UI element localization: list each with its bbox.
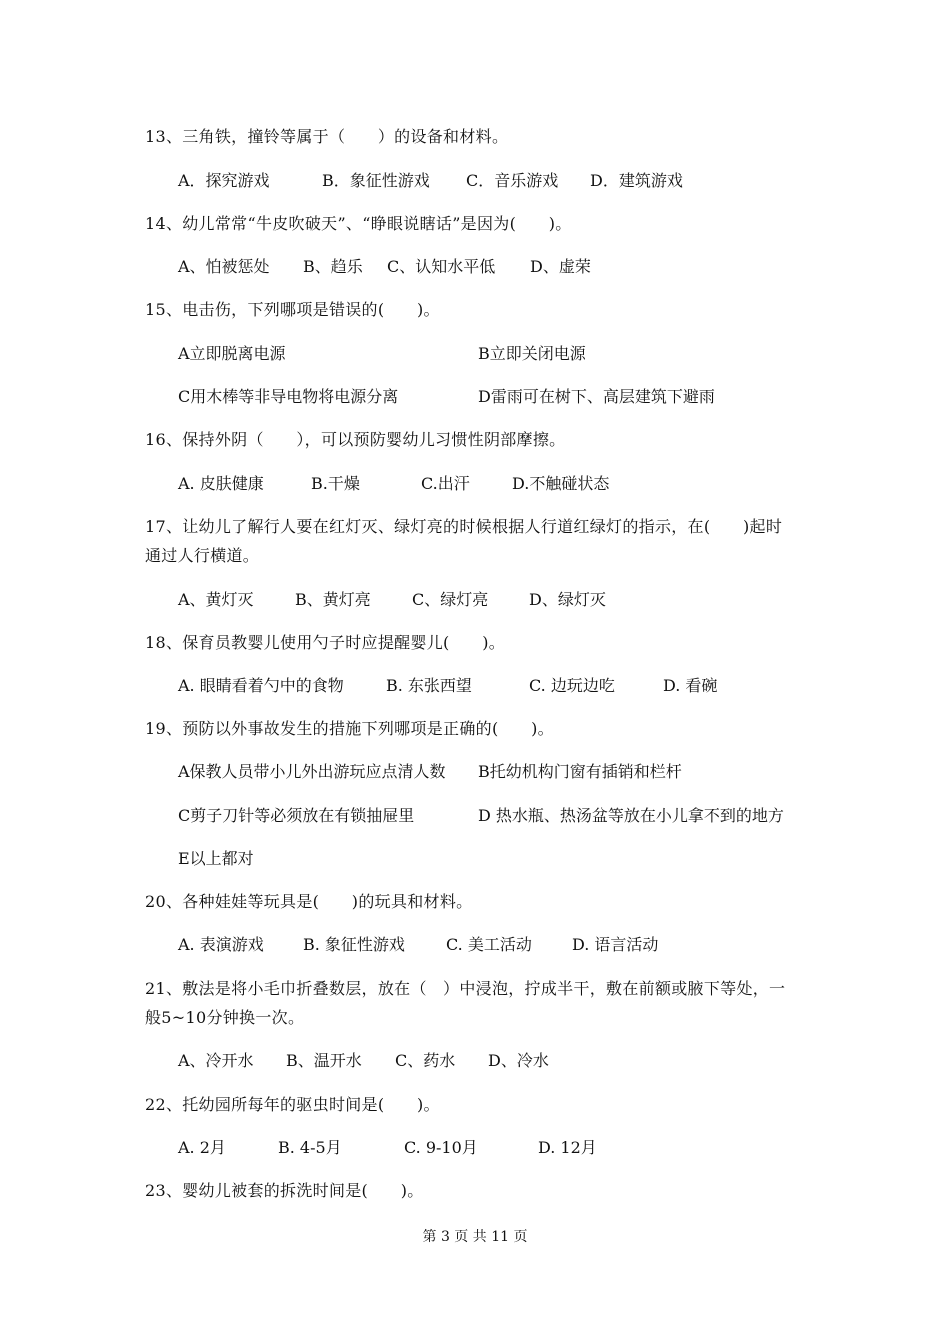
question-19-stem: 19、预防以外事故发生的措施下列哪项是正确的( )。 <box>145 719 554 738</box>
question-20-option-b: B. 象征性游戏 <box>303 935 405 954</box>
question-20-stem: 20、各种娃娃等玩具是( )的玩具和材料。 <box>145 892 473 911</box>
question-22-stem: 22、托幼园所每年的驱虫时间是( )。 <box>145 1095 440 1114</box>
question-15-option-a: A立即脱离电源 <box>178 344 286 363</box>
question-15-stem: 15、电击伤，下列哪项是错误的( )。 <box>145 300 440 319</box>
question-21-stem-continued: 般5~10分钟换一次。 <box>145 1008 305 1027</box>
question-17-option-a: A、黄灯灭 <box>178 590 254 609</box>
question-21-option-a: A、冷开水 <box>178 1051 254 1070</box>
question-14-option-b: B、趋乐 <box>303 257 363 276</box>
question-17-option-d: D、绿灯灭 <box>529 590 606 609</box>
question-17-option-c: C、绿灯亮 <box>412 590 489 609</box>
question-14-option-a: A、怕被惩处 <box>178 257 270 276</box>
question-16-option-b: B.干燥 <box>311 474 360 493</box>
question-22-option-b: B. 4-5月 <box>278 1138 342 1157</box>
question-20-option-c: C. 美工活动 <box>446 935 532 954</box>
question-18-option-a: A. 眼睛看着勺中的食物 <box>178 676 344 695</box>
question-14-stem: 14、幼儿常常“牛皮吹破天”、“睁眼说瞎话”是因为( )。 <box>145 214 572 233</box>
question-18-option-d: D. 看碗 <box>663 676 718 695</box>
question-19-option-b: B托幼机构门窗有插销和栏杆 <box>478 762 682 781</box>
question-18-option-b: B. 东张西望 <box>386 676 472 695</box>
question-19-option-d: D 热水瓶、热汤盆等放在小儿拿不到的地方 <box>478 806 784 825</box>
question-15-option-d: D雷雨可在树下、高层建筑下避雨 <box>478 387 715 406</box>
question-19-option-a: A保教人员带小儿外出游玩应点清人数 <box>178 762 446 781</box>
question-16-option-c: C.出汗 <box>421 474 470 493</box>
question-16-option-d: D.不触碰状态 <box>512 474 610 493</box>
question-18-option-c: C. 边玩边吃 <box>529 676 615 695</box>
question-13-option-c: C．音乐游戏 <box>466 171 559 190</box>
question-18-stem: 18、保育员教婴儿使用勺子时应提醒婴儿( )。 <box>145 633 506 652</box>
question-14-option-d: D、虚荣 <box>530 257 591 276</box>
question-17-stem-continued: 通过人行横道。 <box>145 546 260 565</box>
question-21-option-d: D、冷水 <box>488 1051 549 1070</box>
question-14-option-c: C、认知水平低 <box>387 257 496 276</box>
page-footer: 第 3 页 共 11 页 <box>422 1229 528 1245</box>
question-16-option-a: A. 皮肤健康 <box>178 474 264 493</box>
question-15-option-b: B立即关闭电源 <box>478 344 586 363</box>
question-17-stem: 17、让幼儿了解行人要在红灯灭、绿灯亮的时候根据人行道红绿灯的指示，在( )起时 <box>145 517 783 536</box>
question-21-option-b: B、温开水 <box>286 1051 362 1070</box>
question-21-option-c: C、药水 <box>395 1051 456 1070</box>
question-22-option-d: D. 12月 <box>538 1138 597 1157</box>
question-19-option-c: C剪子刀针等必须放在有锁抽屉里 <box>178 806 415 825</box>
question-20-option-d: D. 语言活动 <box>572 935 659 954</box>
question-22-option-a: A. 2月 <box>178 1138 226 1157</box>
question-13-option-b: B．象征性游戏 <box>322 171 430 190</box>
question-15-option-c: C用木棒等非导电物将电源分离 <box>178 387 399 406</box>
question-13-option-a: A．探究游戏 <box>178 171 270 190</box>
question-21-stem: 21、敷法是将小毛巾折叠数层，放在（ ）中浸泡，拧成半干，敷在前额或腋下等处，一 <box>145 979 786 998</box>
question-13-stem: 13、三角铁，撞铃等属于（ ）的设备和材料。 <box>145 127 509 146</box>
question-22-option-c: C. 9-10月 <box>404 1138 478 1157</box>
question-23-stem: 23、婴幼儿被套的拆洗时间是( )。 <box>145 1181 424 1200</box>
question-20-option-a: A. 表演游戏 <box>178 935 264 954</box>
question-13-option-d: D．建筑游戏 <box>590 171 683 190</box>
question-19-option-e: E以上都对 <box>178 849 254 868</box>
question-16-stem: 16、保持外阴（ ），可以预防婴幼儿习惯性阴部摩擦。 <box>145 430 566 449</box>
question-17-option-b: B、黄灯亮 <box>295 590 371 609</box>
